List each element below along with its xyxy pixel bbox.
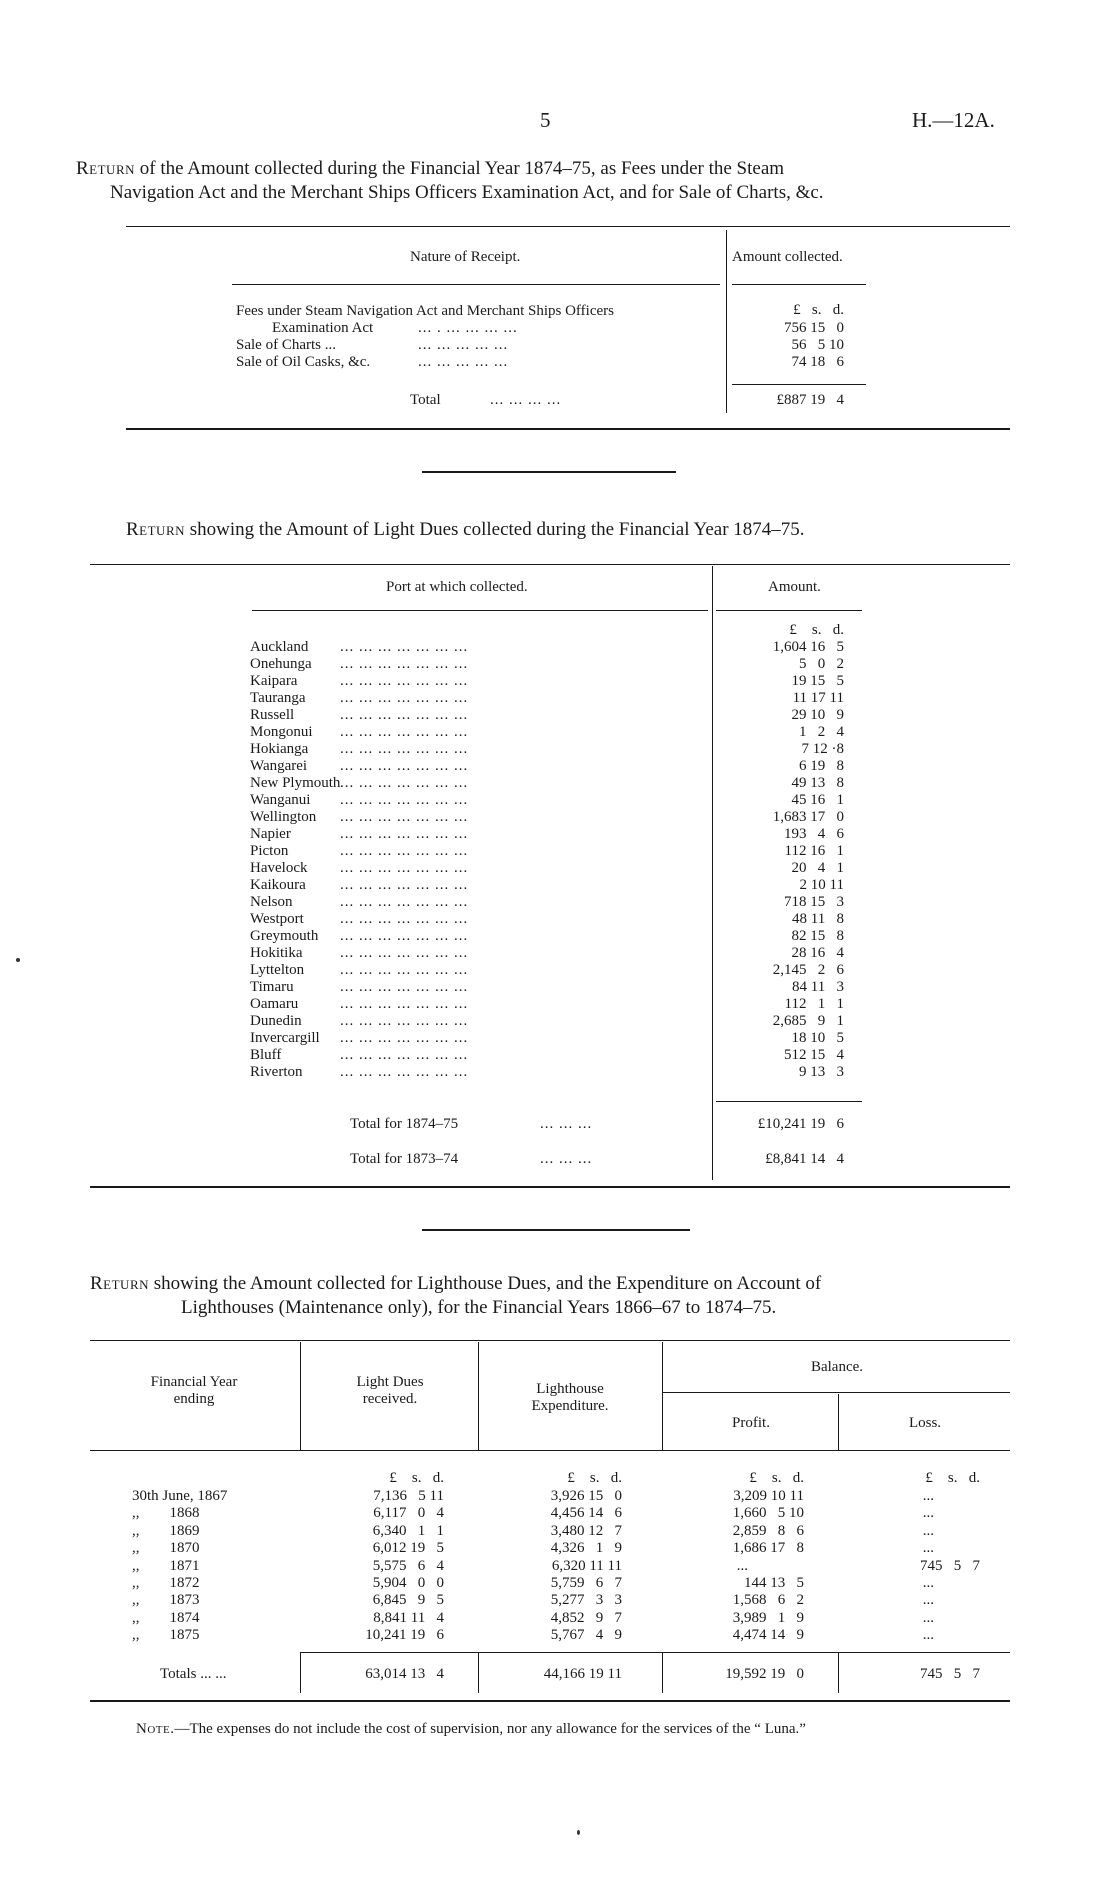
table2-row-dots: ... ... ... ... ... ... ... xyxy=(340,996,469,1012)
table2-row-dots: ... ... ... ... ... ... ... xyxy=(340,1013,469,1029)
table3-row-loss: ... xyxy=(922,1488,934,1504)
table2-total2-amount: £8,841 14 4 xyxy=(765,1151,844,1167)
table1-title-line2: Navigation Act and the Merchant Ships Officers Examination Act, and for Sale of Charts, &c. xyxy=(110,182,824,203)
table3-row-dues: 5,575 6 4 xyxy=(372,1558,444,1574)
table3-row-dues: 5,904 0 0 xyxy=(372,1575,444,1591)
table3-row-loss: 745 5 7 xyxy=(920,1558,980,1574)
table2-row-dots: ... ... ... ... ... ... ... xyxy=(340,826,469,842)
table2-header-port: Port at which collected. xyxy=(386,579,528,595)
table1-title-lead: Return xyxy=(76,158,136,179)
table2-total1-label: Total for 1874–75 xyxy=(350,1116,459,1132)
table2-row-amount: 6 19 8 xyxy=(799,758,844,774)
table2-row-dots: ... ... ... ... ... ... ... xyxy=(340,843,469,859)
table2-row-port: Onehunga xyxy=(250,656,312,672)
table3-header-exp-line2: Expenditure. xyxy=(531,1398,609,1414)
table3-totals-rule xyxy=(300,1652,1010,1653)
table2-row-dots: ... ... ... ... ... ... ... xyxy=(340,1030,469,1046)
table3-row-loss: ... xyxy=(922,1575,934,1591)
table2-row-dots: ... ... ... ... ... ... ... xyxy=(340,877,469,893)
table3-header-profit: Profit. xyxy=(732,1415,770,1431)
table2-row-amount: 2 10 11 xyxy=(799,877,844,893)
table3-row-dues: 6,845 9 5 xyxy=(372,1592,444,1608)
table2-row-port: Greymouth xyxy=(250,928,319,944)
table2-row-port: Wellington xyxy=(250,809,317,825)
table3-row-profit: 1,568 6 2 xyxy=(732,1592,804,1608)
ink-speck xyxy=(16,958,20,962)
table1-header-nature: Nature of Receipt. xyxy=(410,249,521,265)
table3-header-rule xyxy=(90,1450,1010,1451)
table2-total-rule xyxy=(716,1101,862,1102)
table3-balance-rule xyxy=(663,1392,1010,1393)
table2-row-port: Bluff xyxy=(250,1047,282,1063)
table3-title xyxy=(90,1273,1030,1295)
table2-row-amount: 112 16 1 xyxy=(784,843,844,859)
table2-row-amount: 5 0 2 xyxy=(799,656,844,672)
table1-row-amount: 56 5 10 xyxy=(791,337,844,353)
table3-row-profit: 3,989 1 9 xyxy=(732,1610,804,1626)
table3-row-profit: 2,859 8 6 xyxy=(732,1523,804,1539)
table3-row-exp: 3,480 12 7 xyxy=(550,1523,622,1539)
table3-divider-3 xyxy=(662,1342,663,1450)
table3-row-exp: 3,926 15 0 xyxy=(550,1488,622,1504)
table2-row-port: Lyttelton xyxy=(250,962,305,978)
table3-totals-divider-3 xyxy=(662,1653,663,1693)
table3-divider-4 xyxy=(838,1394,839,1450)
table2-row-amount: 84 11 3 xyxy=(792,979,844,995)
table3-totals-dues: 63,014 13 4 xyxy=(365,1666,444,1682)
table3-totals-divider-1 xyxy=(300,1653,301,1693)
table2-title-rest: showing the Amount of Light Dues collected during the Financial Year 1874–75. xyxy=(185,519,805,540)
table1-title xyxy=(76,158,1016,180)
table2-row-dots: ... ... ... ... ... ... ... xyxy=(340,945,469,961)
table2-row-dots: ... ... ... ... ... ... ... xyxy=(340,894,469,910)
table2-row-dots: ... ... ... ... ... ... ... xyxy=(340,758,469,774)
table2-total1-dots: ... ... ... xyxy=(540,1116,593,1132)
table2-row-port: Wangarei xyxy=(250,758,308,774)
table2-row-port: Mongonui xyxy=(250,724,313,740)
table1-header-amount: Amount collected. xyxy=(732,249,843,265)
table2-header-rule-right xyxy=(716,610,862,611)
table3-row-exp: 4,326 1 9 xyxy=(550,1540,622,1556)
table2-total2-dots: ... ... ... xyxy=(540,1151,593,1167)
table3-header-dues-line2: received. xyxy=(362,1391,418,1407)
table2-row-dots: ... ... ... ... ... ... ... xyxy=(340,1064,469,1080)
table2-row-port: Napier xyxy=(250,826,291,842)
table1-row-amount: 74 18 6 xyxy=(791,354,844,370)
table3-row-year: ,, 1870 xyxy=(132,1540,200,1556)
table3-row-loss: ... xyxy=(922,1610,934,1626)
table3-title-line2: Lighthouses (Maintenance only), for the Financial Years 1866–67 to 1874–75. xyxy=(181,1297,777,1318)
table2-title xyxy=(126,519,1026,541)
table1-row-dots: ... ... ... ... ... xyxy=(418,337,509,353)
table3-row-dues: 6,340 1 1 xyxy=(372,1523,444,1539)
table3-header-year-line2: ending xyxy=(173,1391,215,1407)
table2-row-amount: 48 11 8 xyxy=(792,911,844,927)
table2-row-dots: ... ... ... ... ... ... ... xyxy=(340,690,469,706)
table2-row-dots: ... ... ... ... ... ... ... xyxy=(340,724,469,740)
table3-totals-loss: 745 5 7 xyxy=(920,1666,980,1682)
table3-row-profit: 144 13 5 xyxy=(744,1575,804,1591)
table2-row-port: Dunedin xyxy=(250,1013,302,1029)
table2-row-amount: 193 4 6 xyxy=(784,826,844,842)
table2-row-dots: ... ... ... ... ... ... ... xyxy=(340,741,469,757)
table3-totals-label: Totals ... ... xyxy=(160,1666,227,1682)
table2-row-dots: ... ... ... ... ... ... ... xyxy=(340,639,469,655)
table2-col-divider xyxy=(712,566,713,1180)
table3-row-year: ,, 1875 xyxy=(132,1627,200,1643)
footnote xyxy=(136,1720,806,1738)
table3-units-profit: £ s. d. xyxy=(749,1470,804,1486)
table2-row-port: Hokianga xyxy=(250,741,309,757)
table3-header-exp-line1: Lighthouse xyxy=(536,1381,604,1397)
table2-row-amount: 1,604 16 5 xyxy=(772,639,844,655)
table1-row-dots: ... . ... ... ... ... xyxy=(418,320,518,336)
table3-header-loss: Loss. xyxy=(908,1415,942,1431)
table3-row-profit: 1,686 17 8 xyxy=(732,1540,804,1556)
table2-total1-amount: £10,241 19 6 xyxy=(757,1116,844,1132)
table2-row-port: Russell xyxy=(250,707,295,723)
table2-row-dots: ... ... ... ... ... ... ... xyxy=(340,673,469,689)
table3-row-exp: 5,277 3 3 xyxy=(550,1592,622,1608)
table1-row-dots: ... ... ... ... ... xyxy=(418,354,509,370)
table3-row-year: ,, 1868 xyxy=(132,1505,200,1521)
table3-header-year-line1: Financial Year xyxy=(150,1374,238,1390)
table3-row-exp: 6,320 11 11 xyxy=(551,1558,622,1574)
table1-total-dots: ... ... ... ... xyxy=(490,392,562,408)
table2-row-amount: 112 1 1 xyxy=(784,996,844,1012)
table3-row-year: 30th June, 1867 xyxy=(132,1488,228,1504)
table3-row-loss: ... xyxy=(922,1592,934,1608)
table2-row-port: Westport xyxy=(250,911,304,927)
table2-top-rule xyxy=(90,564,1010,565)
table1-units: £ s. d. xyxy=(793,302,844,318)
table2-row-dots: ... ... ... ... ... ... ... xyxy=(340,809,469,825)
table1-row-label: Examination Act xyxy=(272,320,374,336)
table2-row-amount: 7 12 ·8 xyxy=(801,741,844,757)
table2-row-port: Havelock xyxy=(250,860,308,876)
table2-row-amount: 82 15 8 xyxy=(791,928,844,944)
table2-row-amount: 49 13 8 xyxy=(791,775,844,791)
table2-units: £ s. d. xyxy=(789,622,844,638)
table3-row-year: ,, 1872 xyxy=(132,1575,200,1591)
table2-bottom-rule xyxy=(90,1186,1010,1188)
table2-row-amount: 2,145 2 6 xyxy=(772,962,844,978)
table2-row-port: Tauranga xyxy=(250,690,306,706)
table2-row-amount: 1,683 17 0 xyxy=(772,809,844,825)
table2-row-amount: 9 13 3 xyxy=(799,1064,844,1080)
table2-row-port: New Plymouth xyxy=(250,775,341,791)
table1-total-rule xyxy=(732,384,866,385)
table3-units-exp: £ s. d. xyxy=(567,1470,622,1486)
table3-row-year: ,, 1874 xyxy=(132,1610,200,1626)
table1-top-rule xyxy=(126,226,1010,227)
table3-title-rest: showing the Amount collected for Lighthouse Dues, and the Expenditure on Account of xyxy=(149,1273,822,1294)
section-separator-2 xyxy=(422,1229,690,1231)
table3-row-exp: 4,456 14 6 xyxy=(550,1505,622,1521)
table2-row-amount: 512 15 4 xyxy=(784,1047,844,1063)
table3-totals-divider-4 xyxy=(838,1653,839,1693)
table2-row-port: Auckland xyxy=(250,639,309,655)
table3-row-loss: ... xyxy=(922,1505,934,1521)
table3-row-exp: 4,852 9 7 xyxy=(550,1610,622,1626)
table3-row-loss: ... xyxy=(922,1540,934,1556)
table3-row-exp: 5,759 6 7 xyxy=(550,1575,622,1591)
table3-row-year: ,, 1873 xyxy=(132,1592,200,1608)
table2-row-port: Kaikoura xyxy=(250,877,306,893)
table1-col-divider xyxy=(726,230,727,413)
table2-row-amount: 28 16 4 xyxy=(791,945,844,961)
table2-header-rule-left xyxy=(252,610,708,611)
table1-header-rule-right xyxy=(732,284,866,285)
table2-row-port: Oamaru xyxy=(250,996,299,1012)
table2-header-amount: Amount. xyxy=(768,579,821,595)
table1-header-rule-left xyxy=(232,284,720,285)
table2-row-amount: 1 2 4 xyxy=(799,724,844,740)
table3-row-dues: 8,841 11 4 xyxy=(373,1610,444,1626)
table2-row-amount: 11 17 11 xyxy=(792,690,844,706)
table3-divider-2 xyxy=(478,1342,479,1450)
table3-row-profit: 1,660 5 10 xyxy=(732,1505,804,1521)
table2-row-dots: ... ... ... ... ... ... ... xyxy=(340,1047,469,1063)
table3-row-dues: 10,241 19 6 xyxy=(365,1627,444,1643)
table3-units-loss: £ s. d. xyxy=(925,1470,980,1486)
table2-row-port: Picton xyxy=(250,843,289,859)
table3-units-dues: £ s. d. xyxy=(389,1470,444,1486)
table3-row-profit: ... xyxy=(736,1558,748,1574)
table3-row-profit: 3,209 10 11 xyxy=(733,1488,804,1504)
table2-row-amount: 20 4 1 xyxy=(791,860,844,876)
table2-row-port: Nelson xyxy=(250,894,293,910)
table1-bottom-rule xyxy=(126,428,1010,430)
document-reference: H.—12A. xyxy=(912,108,995,132)
page-number: 5 xyxy=(540,108,551,132)
table2-row-amount: 29 10 9 xyxy=(791,707,844,723)
table1-row-label: Sale of Charts ... xyxy=(236,337,336,353)
table2-row-port: Hokitika xyxy=(250,945,303,961)
table2-row-port: Kaipara xyxy=(250,673,298,689)
table3-bottom-rule xyxy=(90,1700,1010,1702)
table2-row-port: Invercargill xyxy=(250,1030,320,1046)
table3-row-exp: 5,767 4 9 xyxy=(550,1627,622,1643)
table2-row-amount: 2,685 9 1 xyxy=(772,1013,844,1029)
table2-row-dots: ... ... ... ... ... ... ... xyxy=(340,911,469,927)
ink-speck xyxy=(577,1830,580,1835)
table1-total-label: Total xyxy=(410,392,441,408)
table2-title-lead: Return xyxy=(126,519,186,540)
table3-divider-1 xyxy=(300,1342,301,1450)
table3-totals-profit: 19,592 19 0 xyxy=(725,1666,804,1682)
table2-row-dots: ... ... ... ... ... ... ... xyxy=(340,979,469,995)
table3-row-loss: ... xyxy=(922,1627,934,1643)
table2-row-dots: ... ... ... ... ... ... ... xyxy=(340,860,469,876)
table2-row-amount: 18 10 5 xyxy=(791,1030,844,1046)
table2-row-dots: ... ... ... ... ... ... ... xyxy=(340,792,469,808)
table3-totals-exp: 44,166 19 11 xyxy=(543,1666,622,1682)
table3-header-balance: Balance. xyxy=(810,1359,864,1375)
footnote-lead: Note. xyxy=(136,1721,175,1737)
table1-title-rest: of the Amount collected during the Financial Year 1874–75, as Fees under the Steam xyxy=(135,158,785,179)
table2-row-dots: ... ... ... ... ... ... ... xyxy=(340,656,469,672)
table3-header-dues-line1: Light Dues xyxy=(356,1374,424,1390)
table1-row-amount: 756 15 0 xyxy=(784,320,844,336)
table3-row-loss: ... xyxy=(922,1523,934,1539)
section-separator-1 xyxy=(422,471,676,473)
table3-title-lead: Return xyxy=(90,1273,150,1294)
table2-row-dots: ... ... ... ... ... ... ... xyxy=(340,775,469,791)
table3-row-dues: 7,136 5 11 xyxy=(373,1488,444,1504)
table3-row-year: ,, 1871 xyxy=(132,1558,200,1574)
table2-row-port: Wanganui xyxy=(250,792,311,808)
footnote-text: —The expenses do not include the cost of supervision, nor any allowance for the services of the “ Luna.” xyxy=(174,1721,806,1737)
table1-row-label: Sale of Oil Casks, &c. xyxy=(236,354,371,370)
table2-row-amount: 19 15 5 xyxy=(791,673,844,689)
table2-row-dots: ... ... ... ... ... ... ... xyxy=(340,707,469,723)
table1-row-label: Fees under Steam Navigation Act and Merchant Ships Officers xyxy=(236,303,614,319)
table3-top-rule xyxy=(90,1340,1010,1341)
table2-row-amount: 718 15 3 xyxy=(784,894,844,910)
table2-row-dots: ... ... ... ... ... ... ... xyxy=(340,962,469,978)
table2-row-port: Timaru xyxy=(250,979,294,995)
table1-total-amount: £887 19 4 xyxy=(776,392,844,408)
table3-totals-divider-2 xyxy=(478,1653,479,1693)
table3-row-dues: 6,117 0 4 xyxy=(373,1505,444,1521)
table3-row-year: ,, 1869 xyxy=(132,1523,200,1539)
table3-row-profit: 4,474 14 9 xyxy=(732,1627,804,1643)
table2-row-amount: 45 16 1 xyxy=(791,792,844,808)
table2-row-port: Riverton xyxy=(250,1064,303,1080)
table2-total2-label: Total for 1873–74 xyxy=(350,1151,459,1167)
table3-row-dues: 6,012 19 5 xyxy=(372,1540,444,1556)
table2-row-dots: ... ... ... ... ... ... ... xyxy=(340,928,469,944)
